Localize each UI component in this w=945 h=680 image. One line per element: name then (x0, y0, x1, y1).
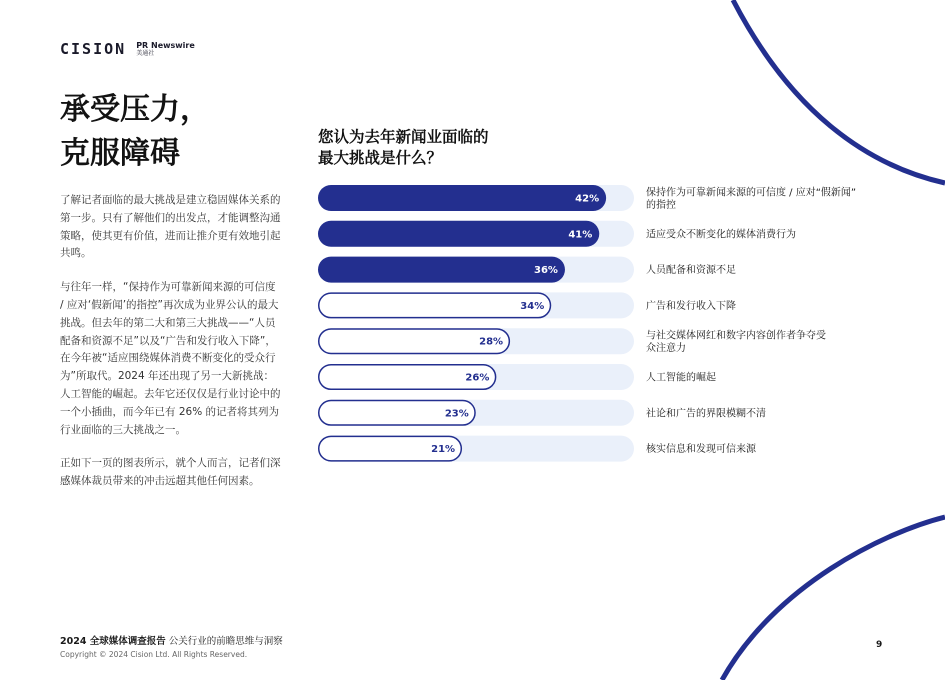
footer (60, 633, 283, 659)
bar-value-label-3: 36% (534, 265, 558, 277)
heading-line-2: 克服障碍 (60, 136, 180, 171)
bar-value-label-2: 41% (568, 229, 593, 241)
bar-3 (318, 257, 565, 283)
pr-newswire-subtitle: 美通社 (136, 49, 155, 57)
footer-report-name: 2024 全球媒体调查报告 (60, 636, 166, 647)
body-paragraph-2: 与往年一样，“保持作为可靠新闻来源的可信度 / 应对‘假新闻’的指控”再次成为业界公认的最大挑战。但去年的第二大和第三大挑战——“人员配备和资源不足”以及“广告和发行收入下降”，在今年被“适应围绕媒体消费不断变化的受众行为”所取代。2024 年还出现了另一大新挑战：人工智能的崛起。去年它还仅仅是行业讨论中的一个小插曲，而今年已有 26% 的记者将其列为行业面临的三大挑战之一。 (60, 281, 281, 436)
category-label-7-line-1: 社论和广告的界限模糊不清 (646, 408, 766, 420)
footer-report-subtitle: 公关行业的前瞻思维与洞察 (165, 636, 283, 647)
cision-logo: CISION (60, 40, 127, 58)
category-label-3-line-1: 人员配备和资源不足 (646, 265, 736, 277)
category-label-8 (646, 442, 757, 455)
chart-title-line-2: 最大挑战是什么？ (318, 149, 443, 167)
footer-copyright: Copyright © 2024 Cision Ltd. All Rights Reserved. (60, 650, 248, 659)
bar-value-label-5: 28% (479, 336, 504, 348)
category-label-3 (646, 263, 736, 276)
category-label-6-line-1: 人工智能的崛起 (646, 372, 716, 384)
page-number: 9 (876, 640, 883, 650)
bar-value-label-8: 21% (431, 444, 456, 456)
chart-title-line-1: 您认为去年新闻业面临的 (318, 128, 489, 146)
bar-2 (318, 221, 599, 247)
category-label-4 (646, 299, 736, 312)
category-label-5-line-2: 众注意力 (646, 342, 686, 354)
category-label-5-line-1: 与社交媒体网红和数字内容创作者争夺受 (646, 330, 826, 342)
category-label-7 (646, 406, 766, 419)
pr-newswire-name: PR Newswire (136, 40, 195, 50)
category-label-2-line-1: 适应受众不断变化的媒体消费行为 (646, 229, 796, 241)
bar-value-label-1: 42% (575, 193, 600, 205)
body-paragraph-1: 了解记者面临的最大挑战是建立稳固媒体关系的第一步。只有了解他们的出发点，才能调整沟通策略，使其更有价值，进而让推介更有效地引起共鸣。 (60, 194, 281, 260)
category-label-1-line-1: 保持作为可靠新闻来源的可信度 / 应对“假新闻” (646, 187, 857, 199)
category-label-4-line-1: 广告和发行收入下降 (646, 300, 736, 312)
category-label-8-line-1: 核实信息和发现可信来源 (646, 444, 756, 456)
category-label-6 (646, 371, 716, 384)
bar-1 (318, 185, 606, 211)
category-label-1 (646, 185, 856, 211)
category-label-5 (646, 328, 826, 354)
body-paragraph-3: 正如下一页的图表所示，就个人而言，记者们深感媒体裁员带来的冲击远超其他任何因素。 (60, 457, 281, 488)
heading-line-1: 承受压力， (60, 92, 210, 127)
footer-title (60, 633, 283, 647)
bar-value-label-4: 34% (520, 300, 545, 312)
category-label-1-line-2: 的指控 (646, 199, 676, 211)
category-label-2 (646, 227, 796, 240)
bar-value-label-6: 26% (465, 372, 490, 384)
bar-4 (319, 293, 551, 318)
bar-value-label-7: 23% (444, 408, 469, 420)
